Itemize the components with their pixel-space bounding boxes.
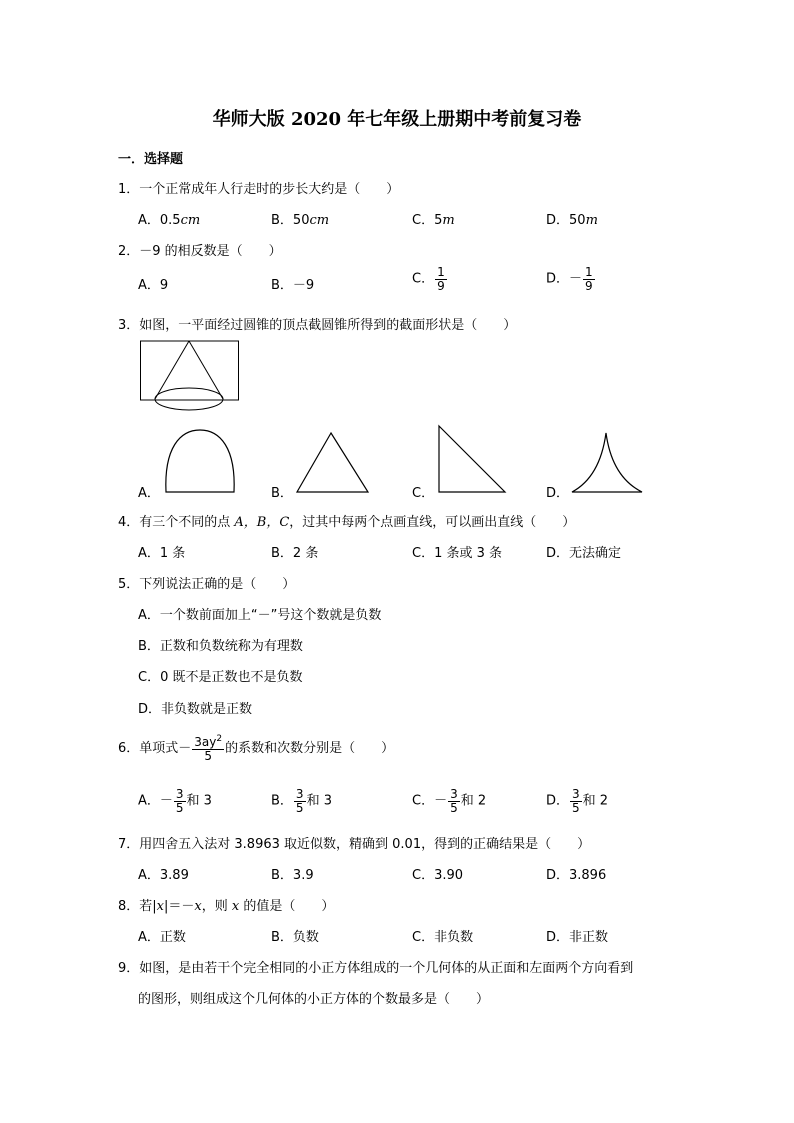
section-heading: 一．选择题 <box>118 152 184 167</box>
question-3-stem: 3．如图，一平面经过圆锥的顶点截圆锥所得到的截面形状是（ ） <box>118 318 517 333</box>
question-2-option-b: B．－9 <box>271 278 315 293</box>
question-2-option-d: D．－ $\frac{1}{9}$ <box>546 265 593 293</box>
question-5-option-a: A．一个数前面加上“－”号这个数就是负数 <box>138 608 382 623</box>
question-6-stem: 6．单项式－ $\frac{3ay^2}{5}$ 的系数和次数分别是（ ） <box>118 734 395 763</box>
question-4-option-d: D．无法确定 <box>546 546 622 561</box>
question-6-option-c: C．－ $\frac{3}{5}$ 和 2 <box>412 787 487 815</box>
question-7-option-a: A．3.89 <box>138 868 189 883</box>
question-5-stem: 5．下列说法正确的是（ ） <box>118 577 296 592</box>
question-2-option-c: C． $\frac{1}{9}$ <box>412 265 445 293</box>
question-8-option-d: D．非正数 <box>546 930 609 945</box>
question-9-stem-line-2: 的图形，则组成这个几何体的小正方体的个数最多是（ ） <box>138 992 490 1007</box>
question-8-option-c: C．非负数 <box>412 930 474 945</box>
question-7-option-d: D．3.896 <box>546 868 607 883</box>
question-7-option-c: C．3.90 <box>412 868 464 883</box>
question-2-stem: 2．－9 的相反数是（ ） <box>118 244 282 259</box>
isosceles-triangle-icon <box>296 432 370 494</box>
question-7-stem: 7．用四舍五入法对 3.8963 取近似数，精确到 0.01，得到的正确结果是（ ） <box>118 837 591 852</box>
question-6-option-b: B． $\frac{3}{5}$ 和 3 <box>271 787 332 815</box>
arch-shape-icon <box>160 428 240 496</box>
page-title: 华师大版 2020 年七年级上册期中考前复习卷 <box>212 109 582 130</box>
cone-figure <box>140 340 240 415</box>
question-1-stem: 1．一个正常成年人行走时的步长大约是（ ） <box>118 182 400 197</box>
question-4-stem: 4．有三个不同的点 A，B，C，过其中每两个点画直线，可以画出直线（ ） <box>118 515 576 530</box>
question-4-option-b: B．2 条 <box>271 546 319 561</box>
question-3-option-d: D． <box>546 486 570 501</box>
question-1-option-a: A．0.5cm <box>138 213 201 228</box>
question-1-option-d: D．50m <box>546 213 598 228</box>
question-5-option-b: B．正数和负数统称为有理数 <box>138 639 303 654</box>
question-3-option-a: A． <box>138 486 160 501</box>
question-9-stem-line-1: 9．如图，是由若干个完全相同的小正方体组成的一个几何体的从正面和左面两个方向看到 <box>118 961 634 976</box>
question-5-option-d: D．非负数就是正数 <box>138 702 253 717</box>
question-7-option-b: B．3.9 <box>271 868 314 883</box>
question-4-option-c: C．1 条或 3 条 <box>412 546 503 561</box>
question-3-option-b: B． <box>271 486 293 501</box>
question-6-option-a: A．－ $\frac{3}{5}$ 和 3 <box>138 787 212 815</box>
question-8-option-a: A．正数 <box>138 930 186 945</box>
curved-triangle-icon <box>570 432 644 494</box>
question-3-option-c: C． <box>412 486 435 501</box>
question-1-option-b: B．50cm <box>271 213 330 228</box>
question-8-option-b: B．负数 <box>271 930 319 945</box>
question-4-option-a: A．1 条 <box>138 546 186 561</box>
question-2-option-a: A．9 <box>138 278 169 293</box>
question-5-option-c: C．0 既不是正数也不是负数 <box>138 670 303 685</box>
question-1-option-c: C．5m <box>412 213 455 228</box>
right-triangle-icon <box>438 425 508 495</box>
question-6-option-d: D． $\frac{3}{5}$ 和 2 <box>546 787 609 815</box>
question-8-stem: 8．若|x|＝－x，则 x 的值是（ ） <box>118 899 335 914</box>
